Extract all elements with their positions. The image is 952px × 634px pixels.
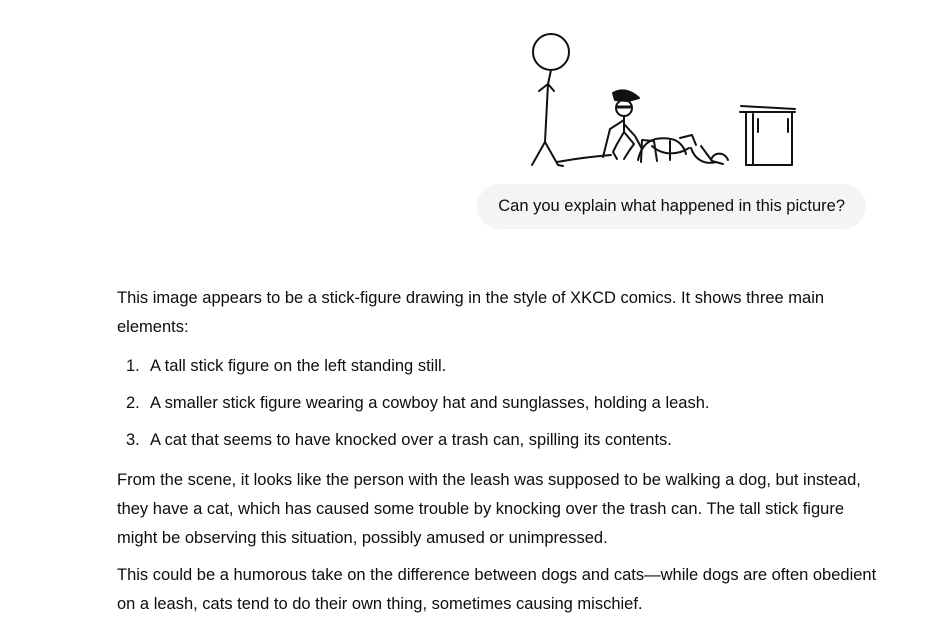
- assistant-point: [117, 422, 877, 459]
- point-number: 3.: [126, 431, 140, 449]
- assistant-intro: This image appears to be a stick-figure drawing in the style of XKCD comics. It shows three main elements:: [117, 289, 825, 336]
- leash-holder-stick-figure: [557, 90, 642, 162]
- point-text: A cat that seems to have knocked over a trash can, spilling its contents.: [150, 431, 672, 449]
- cat-and-spill: [638, 135, 728, 164]
- point-text: A tall stick figure on the left standing still.: [150, 357, 447, 375]
- tall-stick-figure: [532, 34, 569, 166]
- point-number: 2.: [126, 394, 140, 412]
- assistant-analysis-paragraph: From the scene, it looks like the person with the leash was supposed to be walking a dog, but instead, they have a cat, which has caused some trouble by knocking over the trash can. The tall stick figure might be observing this situation, possibly amused or unimpressed.: [117, 471, 861, 547]
- assistant-message: [117, 284, 877, 619]
- point-number: 1.: [126, 357, 140, 375]
- assistant-point: [117, 348, 877, 385]
- assistant-conclusion-paragraph: This could be a humorous take on the difference between dogs and cats—while dogs are often obedient on a leash, cats tend to do their own thing, sometimes causing mischief.: [117, 566, 877, 613]
- user-message-text: Can you explain what happened in this picture?: [498, 197, 845, 215]
- user-message-bubble: [477, 184, 866, 229]
- assistant-point: [117, 385, 877, 422]
- assistant-point-list: [117, 348, 877, 459]
- attached-comic-image[interactable]: [518, 28, 800, 172]
- point-text: A smaller stick figure wearing a cowboy hat and sunglasses, holding a leash.: [150, 394, 710, 412]
- trash-can: [740, 106, 795, 165]
